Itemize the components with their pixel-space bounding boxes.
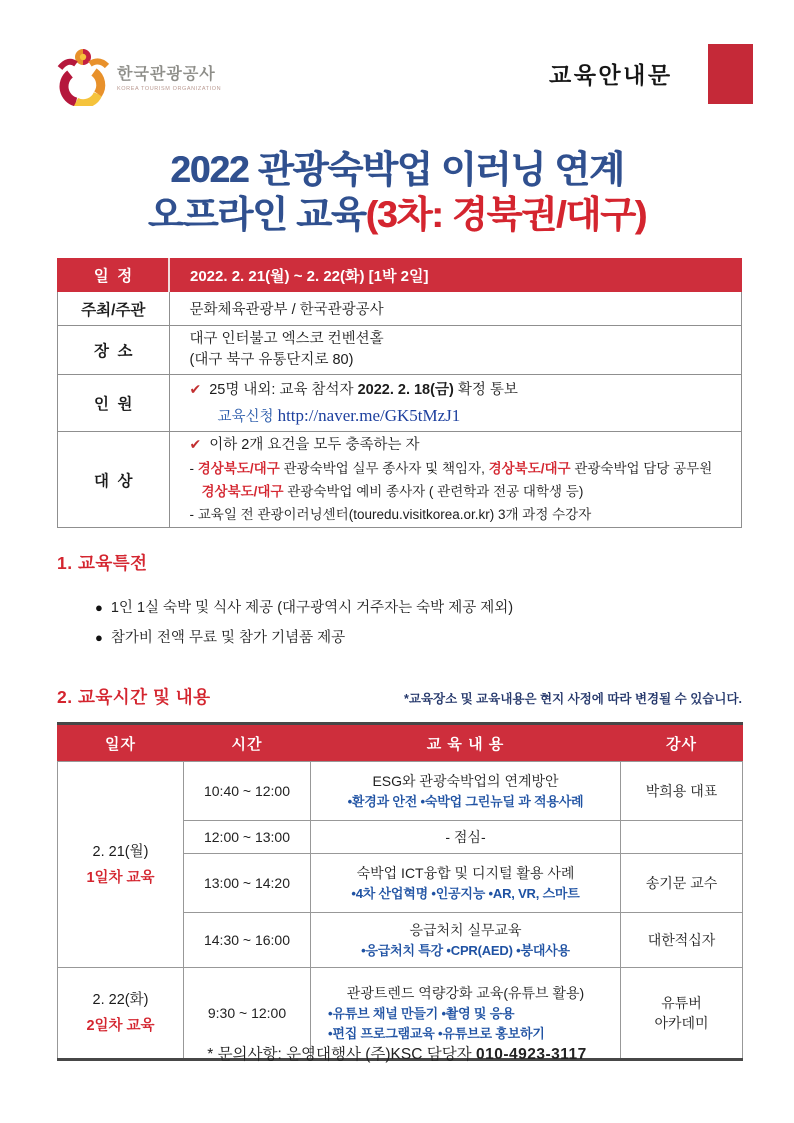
- day1-cell: [58, 762, 184, 968]
- target-line2-post: 관광숙박업 담당 공무원: [570, 461, 713, 476]
- info-row-venue: [58, 326, 742, 375]
- row4-title: 응급처치 실무교육: [409, 921, 522, 938]
- row1-title: ESG와 관광숙박업의 연계방안: [372, 772, 559, 789]
- region-highlight: 경상북도/대구: [488, 461, 571, 476]
- contact-footer: [0, 1042, 794, 1064]
- benefit-text: 1인 1실 숙박 및 식사 제공 (대구광역시 거주자는 숙박 제공 제외): [110, 600, 514, 616]
- capacity-text-post: 확정 통보: [453, 381, 518, 398]
- row1-instructor: 박희용 대표: [621, 762, 743, 821]
- venue-label: 장 소: [58, 326, 170, 375]
- dash: -: [189, 461, 198, 476]
- row5-detail1: •유튜브 채널 만들기 •촬영 및 응용: [328, 1005, 515, 1021]
- bullet-icon: ●: [95, 630, 103, 645]
- page-title: [0, 147, 794, 237]
- red-box-decoration: [708, 44, 753, 104]
- target-check-text: 이하 2개 요건을 모두 충족하는 자: [209, 437, 420, 453]
- capacity-value: [169, 375, 742, 432]
- row2-instructor: [621, 821, 743, 854]
- row4-content: [311, 913, 621, 968]
- benefit-item: [95, 623, 513, 653]
- target-line3-post: 관광숙박업 예비 종사자 ( 관련학과 전공 대학생 등): [283, 484, 584, 499]
- row3-instructor: 송기문 교수: [621, 854, 743, 913]
- benefit-item: [95, 593, 513, 623]
- target-line3: [190, 480, 741, 503]
- target-line2: [190, 457, 741, 480]
- col-header-date: 일자: [58, 724, 184, 762]
- info-row-host: [58, 292, 742, 326]
- section2-heading: 2. 교육시간 및 내용: [57, 687, 211, 707]
- check-icon: ✔: [189, 436, 202, 452]
- row5-title: 관광트렌드 역량강화 교육(유튜브 활용): [346, 984, 585, 1001]
- day2-label: 2일차 교육: [86, 1018, 155, 1034]
- page-title-line2: [0, 192, 794, 237]
- row4-instructor: 대한적십자: [621, 913, 743, 968]
- target-line4: - 교육일 전 관광이러닝센터(touredu.visitkorea.or.kr) 3개 과정 수강자: [189, 507, 592, 522]
- logo-org-name: 한국관광공사: [117, 65, 216, 83]
- capacity-label: 인 원: [58, 375, 170, 432]
- row4-time: 14:30 ~ 16:00: [184, 913, 311, 968]
- region-highlight: 경상북도/대구: [197, 461, 280, 476]
- capacity-text: 25명 내외: 교육 참석자: [209, 381, 358, 398]
- venue-value: [169, 326, 742, 375]
- row1-detail: •환경과 안전 •숙박업 그린뉴딜 과 적용사례: [347, 793, 584, 809]
- contact-text: * 문의사항: 운영대행사 (주)KSC 담당자: [207, 1046, 476, 1063]
- row5-time: 9:30 ~ 12:00: [184, 968, 311, 1060]
- apply-label: 교육신청: [217, 408, 278, 425]
- day1-date: 2. 21(월): [92, 843, 149, 860]
- row3-content: [311, 854, 621, 913]
- region-highlight: 경상북도/대구: [201, 484, 284, 499]
- contact-phone: 010-4923-3117: [475, 1046, 587, 1063]
- kto-logo: [56, 46, 221, 106]
- target-value: [169, 432, 742, 528]
- target-line1: [190, 433, 741, 457]
- schedule-label: 일 정: [58, 259, 170, 292]
- row5-instructor-line2: 아카데미: [654, 1015, 709, 1031]
- col-header-time: 시간: [184, 724, 311, 762]
- row1-time: 10:40 ~ 12:00: [184, 762, 311, 821]
- bullet-icon: ●: [95, 600, 103, 615]
- row2-title: - 점심-: [445, 828, 486, 845]
- col-header-content: 교 육 내 용: [311, 724, 621, 762]
- logo-org-subtitle: KOREA TOURISM ORGANIZATION: [117, 85, 222, 92]
- schedule-row: [58, 762, 743, 821]
- section-benefits: [57, 550, 513, 653]
- capacity-date-bold: 2022. 2. 18(금): [357, 381, 454, 398]
- section2-note: *교육장소 및 교육내용은 현지 사정에 따라 변경될 수 있습니다.: [404, 692, 742, 706]
- schedule-header-row: [58, 724, 743, 762]
- info-row-schedule: [58, 259, 742, 292]
- row2-content: [311, 821, 621, 854]
- doc-type-label: 교육안내문: [549, 62, 673, 88]
- row3-detail: •4차 산업혁명 •인공지능 •AR, VR, 스마트: [351, 885, 580, 901]
- benefit-text: 참가비 전액 무료 및 참가 기념품 제공: [110, 630, 346, 646]
- schedule-value: 2022. 2. 21(월) ~ 2. 22(화) [1박 2일]: [169, 259, 742, 292]
- venue-line1: 대구 인터불고 엑스코 컨벤션홀: [189, 331, 384, 347]
- day2-date: 2. 22(화): [92, 992, 149, 1008]
- day1-label: 1일차 교육: [86, 869, 155, 886]
- apply-url-link[interactable]: http://naver.me/GK5tMzJ1: [277, 405, 461, 425]
- target-line2-mid: 관광숙박업 실무 종사자 및 책임자,: [279, 461, 489, 476]
- row5-detail2: •편집 프로그램교육 •유튜브로 홍보하기: [328, 1025, 545, 1041]
- row4-detail: •응급처치 특강 •CPR(AED) •붕대사용: [361, 942, 570, 958]
- page-title-line1: 2022 관광숙박업 이러닝 연계: [170, 149, 624, 190]
- row2-time: 12:00 ~ 13:00: [184, 821, 311, 854]
- info-row-capacity: [58, 375, 742, 432]
- venue-line2: (대구 북구 유통단지로 80): [189, 352, 354, 368]
- row3-title: 숙박업 ICT융합 및 디지털 활용 사례: [356, 864, 575, 881]
- schedule-table: [57, 722, 743, 1061]
- info-row-target: [58, 432, 742, 528]
- row5-instructor-line1: 유튜버: [661, 995, 702, 1011]
- check-icon: ✔: [189, 380, 202, 397]
- host-value: 문화체육관광부 / 한국관광공사: [169, 292, 742, 326]
- section-schedule: [57, 684, 742, 709]
- col-header-instructor: 강사: [621, 724, 743, 762]
- row1-content: [311, 762, 621, 821]
- host-label: 주최/주관: [58, 292, 170, 326]
- kto-logo-icon: [56, 46, 110, 106]
- section1-heading: 1. 교육특전: [57, 553, 148, 573]
- event-info-table: [57, 258, 742, 528]
- row3-time: 13:00 ~ 14:20: [184, 854, 311, 913]
- title-session-text: (3차: 경북권/대구): [365, 194, 647, 235]
- title-offline-text: 오프라인 교육: [147, 194, 366, 235]
- target-label: 대 상: [58, 432, 170, 528]
